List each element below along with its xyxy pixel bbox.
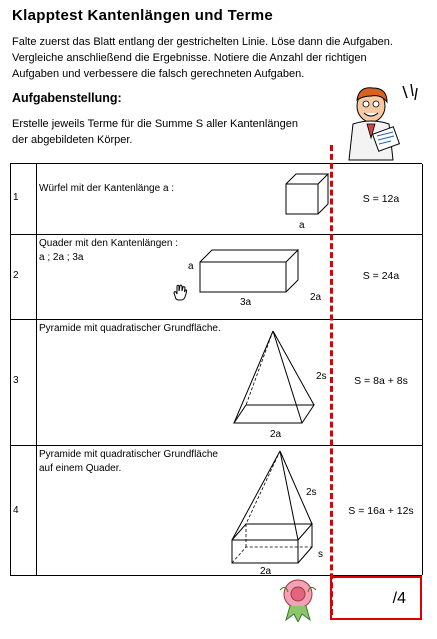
task-text (12, 116, 298, 148)
page-title: Klapptest Kantenlängen und Terme (12, 7, 274, 24)
pyramid-label-edge: 2s (316, 371, 327, 382)
row-text: Pyramide mit quadratischer Grundfläche. (39, 323, 221, 334)
cuboid-label-depth: 2a (310, 292, 322, 303)
pyramid-label-edge: 2s (306, 487, 317, 498)
answer-text: S = 16a + 12s (348, 505, 414, 517)
row-number: 3 (13, 375, 19, 386)
table-row (10, 445, 422, 576)
row-number: 2 (13, 270, 19, 281)
answer-text: S = 12a (362, 193, 400, 205)
score-text: /4 (392, 590, 406, 607)
base-label: 2a (260, 566, 272, 575)
answer-text: S = 24a (362, 270, 400, 282)
cuboid-label-length: 3a (240, 297, 252, 308)
row-text: Pyramide mit quadratischer Grundfläche (39, 449, 218, 460)
pyramid-label-base: 2a (270, 429, 282, 440)
cuboid-label-height: s (318, 549, 323, 560)
hand-cursor-icon (170, 283, 190, 303)
section-title: Aufgabenstellung: (12, 91, 122, 105)
pyramid-figure (226, 327, 338, 443)
task-table (10, 163, 422, 576)
intro-line: Aufgaben und verbessere die falsch gerechneten Aufgaben. (12, 68, 305, 80)
flower-decoration-icon (276, 576, 320, 622)
row-text: a ; 2a ; 3a (39, 252, 84, 263)
row-text: Quader mit den Kantenlängen : (39, 238, 178, 249)
table-row (10, 164, 422, 235)
intro-line: Falte zuerst das Blatt entlang der gestrichelten Linie. Löse dann die Aufgaben. (12, 36, 393, 48)
score-box (330, 576, 422, 620)
task-line: Erstelle jeweils Terme für die Summe S aller Kantenlängen (12, 118, 298, 130)
row-number: 1 (13, 192, 19, 203)
answer-text: S = 8a + 8s (354, 375, 408, 387)
pyramid-on-cuboid-figure (216, 447, 338, 575)
row-text: Würfel mit der Kantenlänge a : (39, 183, 175, 194)
row-text: auf einem Quader. (39, 463, 122, 474)
intro-line: Vergleiche anschließend die Ergebnisse. Notiere die Anzahl der richtigen (12, 52, 367, 64)
cuboid-figure (182, 242, 332, 316)
table-row (10, 234, 422, 320)
cube-label-a: a (299, 220, 305, 231)
intro-text (12, 34, 422, 82)
table-row (10, 319, 422, 446)
fold-line (330, 145, 333, 615)
cuboid-label-height: a (188, 261, 194, 272)
row-number: 4 (13, 505, 19, 516)
task-line: der abgebildeten Körper. (12, 134, 133, 146)
teacher-illustration (337, 82, 429, 162)
